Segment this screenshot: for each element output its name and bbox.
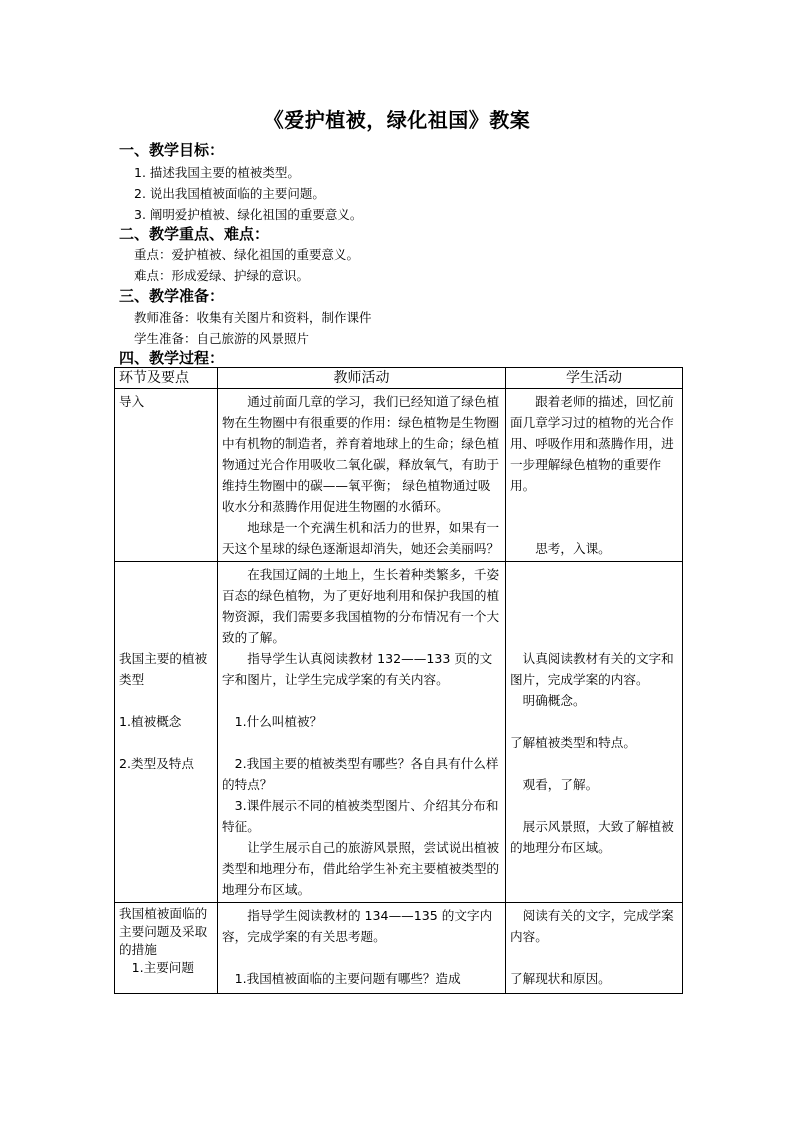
teacher-activity-cell: [218, 903, 506, 994]
stage-cell: [115, 903, 218, 994]
student-paragraph: 跟着老师的描述，回忆前面几章学习过的植物的光合作用、呼吸作用和蒸腾作用，进一步理解绿色植物的重要作用。: [510, 394, 674, 493]
header-stage: 环节及要点: [115, 368, 218, 389]
stage-label: 我国主要的植被类型: [119, 651, 208, 687]
teaching-process-table: [114, 367, 683, 994]
stage-cell: [115, 562, 218, 903]
section-heading-goals: 一、教学目标：: [119, 141, 225, 159]
student-paragraph: 了解植被类型和特点。: [510, 735, 636, 750]
stage-subpoint: 1.主要问题: [131, 960, 194, 975]
stage-cell: [115, 389, 218, 562]
goal-item-2: 2. 说出我国植被面临的主要问题。: [134, 186, 325, 201]
goal-item-3: 3. 阐明爱护植被、绿化祖国的重要意义。: [134, 207, 363, 222]
teacher-paragraph: 3.课件展示不同的植被类型图片、介绍其分布和特征。: [222, 798, 499, 834]
table-row: [115, 562, 683, 903]
teacher-paragraph: 1.什么叫植被？: [234, 714, 323, 729]
section-heading-preparation: 三、教学准备：: [119, 287, 225, 305]
table-row: [115, 389, 683, 562]
stage-subpoint: 1.植被概念: [119, 714, 182, 729]
key-point-difficulty: 难点：形成爱绿、护绿的意识。: [134, 268, 310, 283]
table-row: [115, 903, 683, 994]
teacher-paragraph: 在我国辽阔的土地上，生长着种类繁多，千姿百态的绿色植物，为了更好地利用和保护我国的植物资源，我们需要多我国植物的分布情况有一个大致的了解。: [222, 567, 500, 645]
student-activity-cell: [506, 562, 683, 903]
teacher-activity-cell: [218, 389, 506, 562]
goal-item-1: 1. 描述我国主要的植被类型。: [134, 165, 300, 180]
document-title: 《爱护植被，绿化祖国》教案: [263, 108, 531, 132]
stage-label: 我国植被面临的主要问题及采取的措施: [119, 906, 208, 957]
prep-teacher: 教师准备：收集有关图片和资料，制作课件: [134, 310, 372, 325]
teacher-paragraph: 指导学生认真阅读教材 132——133 页的文字和图片，让学生完成学案的有关内容。: [222, 651, 493, 687]
teacher-paragraph: 2.我国主要的植被类型有哪些？各自具有什么样的特点？: [222, 756, 499, 792]
teacher-paragraph: 通过前面几章的学习，我们已经知道了绿色植物在生物圈中有很重要的作用：绿色植物是生物圈中有机物的制造者，养育着地球上的生命；绿色植物通过光合作用吸收二氧化碳，释放氧气，有助于维持生物圈中的碳——氧平衡； 绿色植物通过吸收水分和蒸腾作用促进生物圈的水循环。: [222, 394, 500, 514]
stage-label: 导入: [119, 394, 145, 409]
header-student-activity: 学生活动: [506, 368, 683, 389]
teacher-paragraph: 指导学生阅读教材的 134——135 的文字内容，完成学案的有关思考题。: [222, 908, 493, 944]
student-paragraph: 认真阅读教材有关的文字和图片，完成学案的内容。: [510, 651, 674, 687]
student-activity-cell: [506, 389, 683, 562]
student-paragraph: 思考，入课。: [535, 541, 611, 556]
stage-subpoint: 2.类型及特点: [119, 756, 194, 771]
table-header-row: [115, 368, 683, 389]
teacher-paragraph: 1.我国植被面临的主要问题有哪些？造成: [234, 971, 461, 986]
section-heading-process: 四、教学过程：: [119, 349, 225, 367]
teacher-paragraph: 让学生展示自己的旅游风景照，尝试说出植被类型和地理分布，借此给学生补充主要植被类型的地理分布区域。: [222, 840, 500, 897]
header-teacher-activity: 教师活动: [218, 368, 506, 389]
teacher-paragraph: 地球是一个充满生机和活力的世界，如果有一天这个星球的绿色逐渐退却消失，她还会美丽吗？: [222, 520, 500, 556]
student-paragraph: 阅读有关的文字，完成学案内容。: [510, 908, 674, 944]
student-paragraph: 观看，了解。: [522, 777, 599, 792]
student-activity-cell: [506, 903, 683, 994]
student-paragraph: 了解现状和原因。: [510, 971, 611, 986]
student-paragraph: 明确概念。: [522, 693, 586, 708]
key-point-focus: 重点：爱护植被、绿化祖国的重要意义。: [134, 247, 360, 262]
student-paragraph: 展示风景照，大致了解植被的地理分布区域。: [510, 819, 674, 855]
section-heading-key-points: 二、教学重点、难点：: [119, 225, 270, 243]
prep-student: 学生准备：自己旅游的风景照片: [134, 331, 310, 346]
teacher-activity-cell: [218, 562, 506, 903]
